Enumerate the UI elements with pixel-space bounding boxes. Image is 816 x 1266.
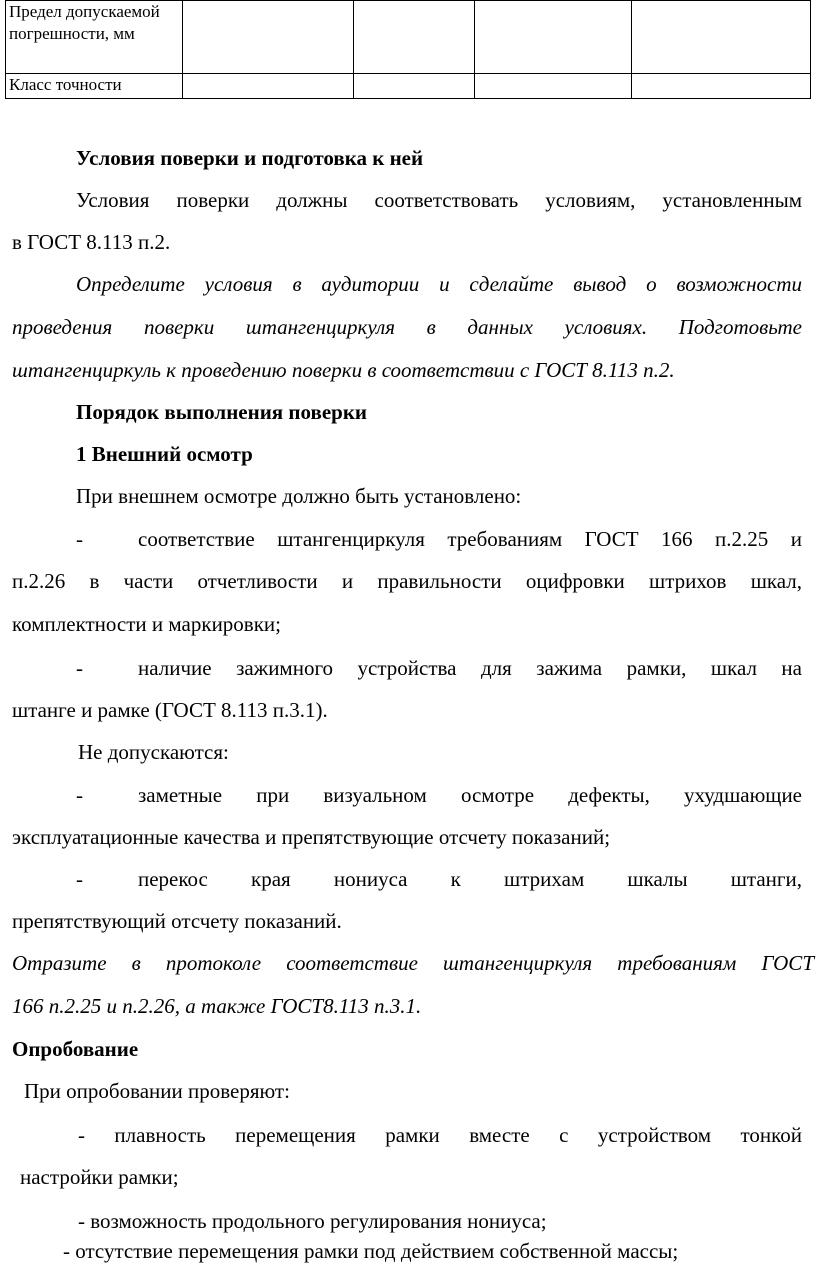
table-cell (632, 74, 811, 99)
task-line: Отразите в протоколе соответствие штангенциркуля требованиям ГОСТ (12, 951, 814, 975)
table-cell (632, 1, 811, 74)
task-line: Определите условия в аудитории и сделайте вывод о возможности (76, 272, 802, 296)
list-dash: - (76, 656, 83, 680)
task-line: 166 п.2.25 и п.2.26, а также ГОСТ8.113 п.3.1. (12, 994, 422, 1018)
paragraph-line: При опробовании проверяют: (24, 1079, 290, 1103)
list-item-line: - отсутствие перемещения рамки под действием собственной массы; (63, 1239, 679, 1263)
table-cell (354, 1, 475, 74)
section-heading: Условия поверки и подготовка к ней (76, 146, 424, 170)
list-dash: - (76, 783, 83, 807)
table-row (6, 1, 811, 74)
table-cell-label: Предел допускаемой погрешности, мм (6, 1, 183, 74)
section-heading: Порядок выполнения поверки (76, 400, 368, 424)
list-dash: - (76, 527, 83, 551)
list-item-line: настройки рамки; (20, 1165, 179, 1189)
paragraph-line: Условия поверки должны соответствовать условиям, установленным (76, 188, 802, 212)
list-item-line: - возможность продольного регулирования нониуса; (78, 1209, 547, 1233)
table-cell (183, 74, 354, 99)
table-cell-label: Класс точности (6, 74, 183, 99)
list-item-line: штанге и рамке (ГОСТ 8.113 п.3.1). (12, 698, 328, 722)
list-item-line: наличие зажимного устройства для зажима рамки, шкал на (138, 656, 802, 680)
list-item-line: эксплуатационные качества и препятствующие отсчету показаний; (12, 825, 611, 849)
table-cell (183, 1, 354, 74)
list-item-line: комплектности и маркировки; (12, 612, 282, 636)
subsection-heading: 1 Внешний осмотр (76, 442, 253, 466)
table-row (6, 74, 811, 99)
list-item-line: соответствие штангенциркуля требованиям ГОСТ 166 п.2.25 и (138, 527, 802, 551)
paragraph-line: в ГОСТ 8.113 п.2. (12, 230, 171, 254)
section-heading: Опробование (12, 1037, 139, 1061)
table-cell (475, 74, 632, 99)
list-item-line: перекос края нониуса к штрихам шкалы штанги, (138, 867, 802, 891)
list-item-line: препятствующий отсчету показаний. (12, 909, 342, 933)
paragraph-line: При внешнем осмотре должно быть установлено: (76, 484, 522, 508)
list-dash: - (76, 867, 83, 891)
table-cell (354, 74, 475, 99)
list-item-line: заметные при визуальном осмотре дефекты, ухудшающие (138, 783, 802, 807)
table-cell (475, 1, 632, 74)
task-line: штангенциркуль к проведению поверки в соответствии с ГОСТ 8.113 п.2. (12, 358, 675, 382)
accuracy-table (5, 0, 811, 99)
paragraph-line: Не допускаются: (78, 740, 229, 764)
list-item-line: п.2.26 в части отчетливости и правильности оцифровки штрихов шкал, (12, 569, 802, 593)
task-line: проведения поверки штангенциркуля в данных условиях. Подготовьте (12, 315, 802, 339)
list-item-line: - плавность перемещения рамки вместе с устройством тонкой (78, 1123, 802, 1147)
